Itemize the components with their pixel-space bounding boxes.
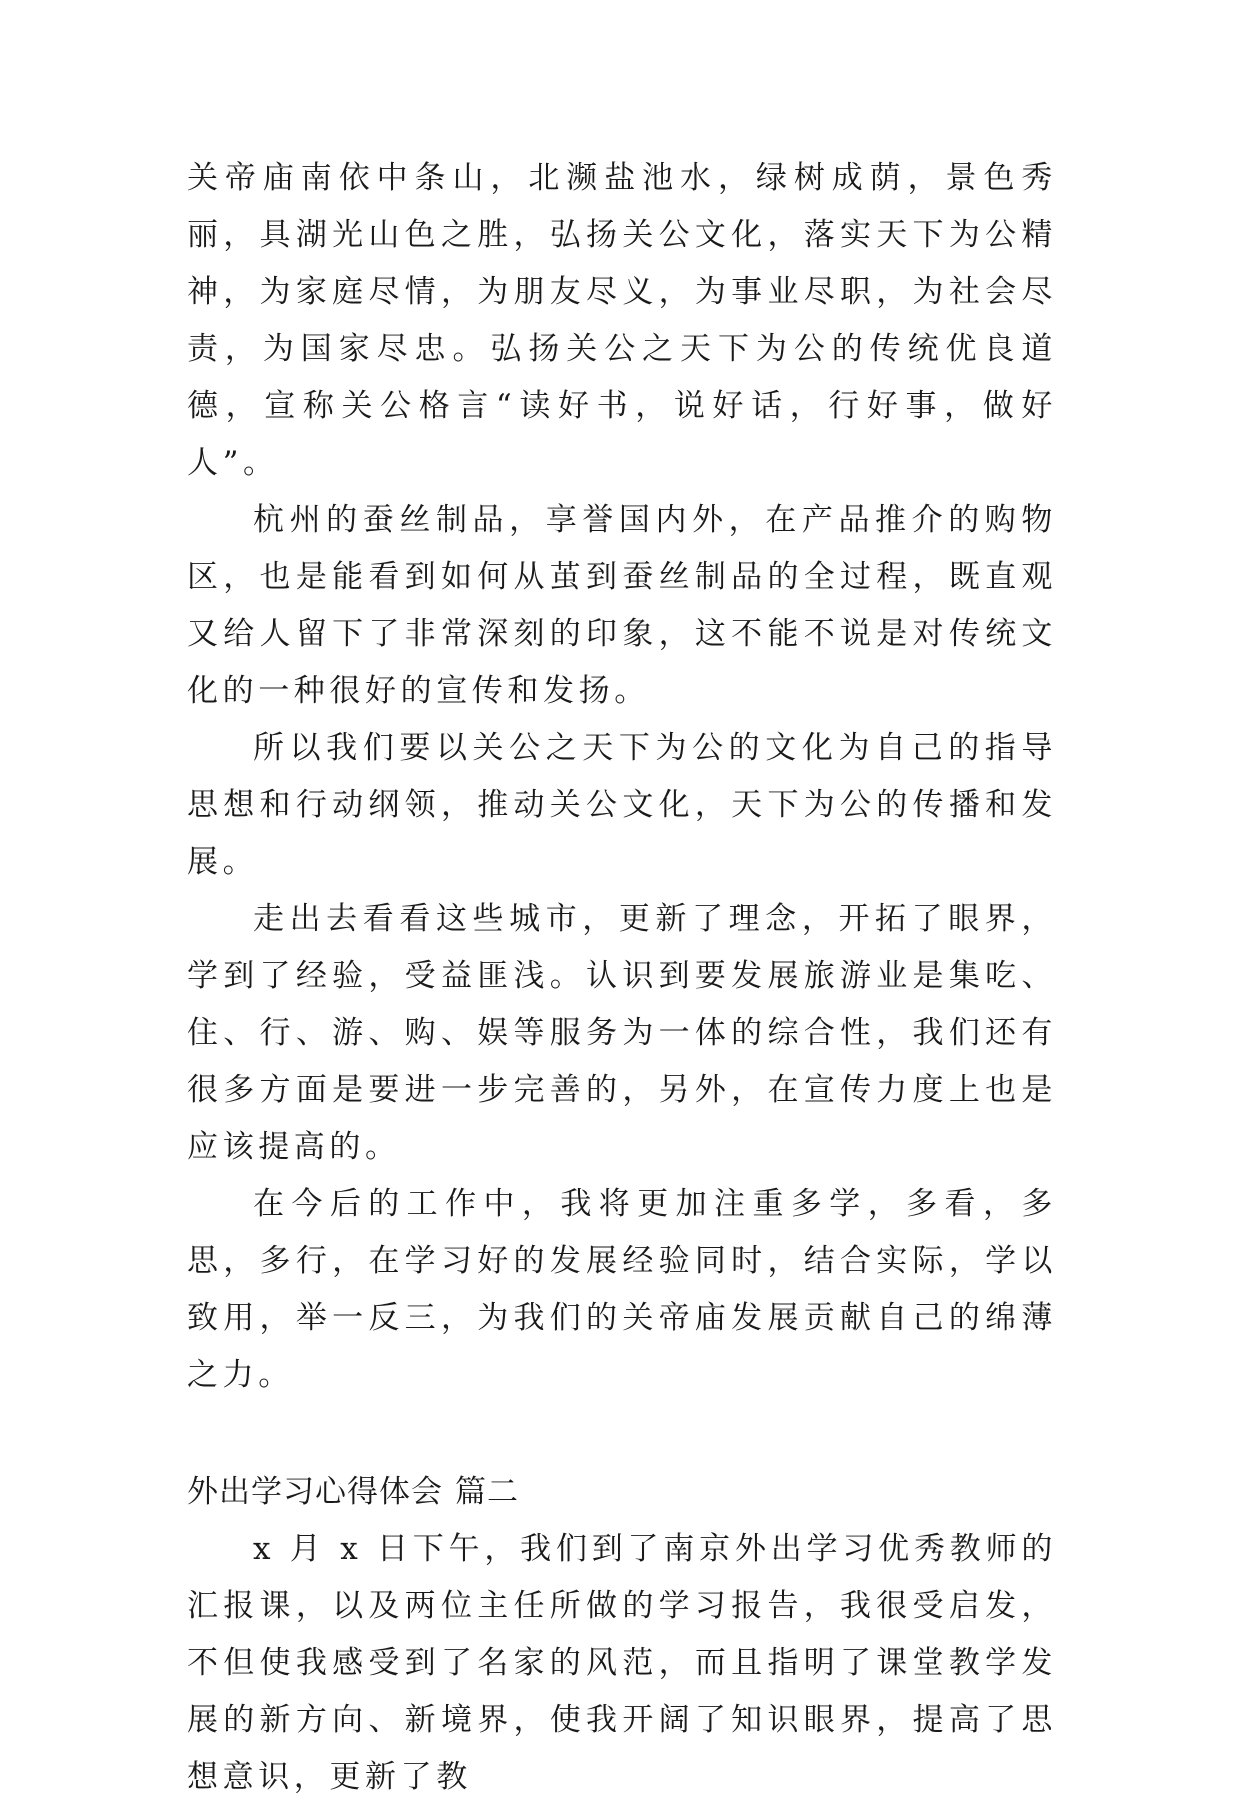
document-body xyxy=(187,150,1057,1806)
paragraph-tourism-experience: 走出去看看这些城市，更新了理念，开拓了眼界，学到了经验，受益匪浅。认识到要发展旅游业是集吃、住、行、游、购、娱等服务为一体的综合性，我们还有很多方面是要进一步完善的，另外，在宣传力度上也是应该提高的。 xyxy=(187,901,1057,1165)
section-title: 外出学习心得体会 xyxy=(187,1474,443,1510)
section-heading xyxy=(187,1464,1057,1521)
section-subtitle: 篇二 xyxy=(455,1474,519,1510)
paragraph-future-work: 在今后的工作中，我将更加注重多学，多看，多思，多行，在学习好的发展经验同时，结合实际，学以致用，举一反三，为我们的关帝庙发展贡献自己的绵薄之力。 xyxy=(187,1186,1057,1393)
paragraph-nanjing-study: x 月 x 日下午，我们到了南京外出学习优秀教师的汇报课，以及两位主任所做的学习报告，我很受启发，不但使我感受到了名家的风范，而且指明了课堂教学发展的新方向、新境界，使我开阔了知识眼界，提高了思想意识，更新了教 xyxy=(187,1531,1057,1795)
paragraph-guangong-culture: 所以我们要以关公之天下为公的文化为自己的指导思想和行动纲领，推动关公文化，天下为公的传播和发展。 xyxy=(187,730,1057,880)
paragraph-guandi-temple: 关帝庙南依中条山，北濒盐池水，绿树成荫，景色秀丽，具湖光山色之胜，弘扬关公文化，落实天下为公精神，为家庭尽情，为朋友尽义，为事业尽职，为社会尽责，为国家尽忠。弘扬关公之天下为公的传统优良道德，宣称关公格言“读好书，说好话，行好事，做好人”。 xyxy=(187,160,1057,481)
paragraph-hangzhou-silk: 杭州的蚕丝制品，享誉国内外，在产品推介的购物区，也是能看到如何从茧到蚕丝制品的全过程，既直观又给人留下了非常深刻的印象，这不能不说是对传统文化的一种很好的宣传和发扬。 xyxy=(187,502,1057,709)
